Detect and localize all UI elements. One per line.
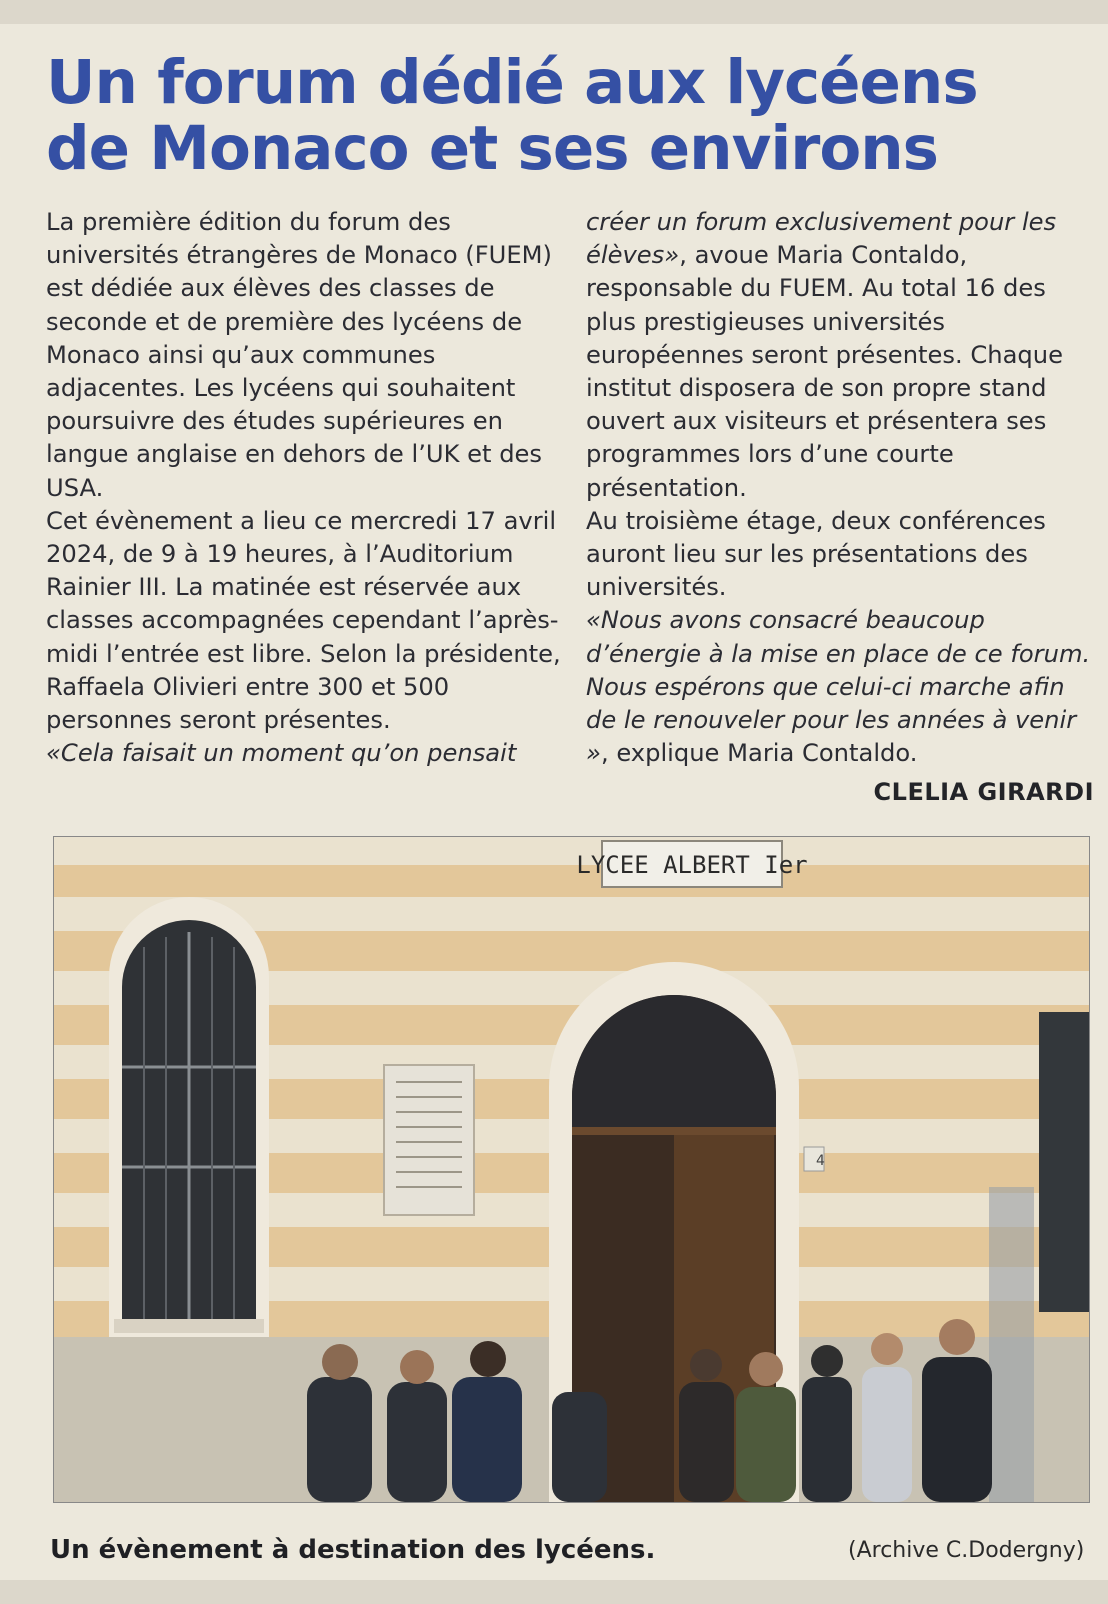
photo-caption: Un évènement à destination des lycéens.: [50, 1535, 656, 1565]
right-text-3: , explique Maria Contaldo.: [600, 739, 918, 768]
right-paragraph-3: [586, 604, 1096, 770]
right-paragraph-2: Au troisième étage, deux conférences auront lieu sur les présentations des universités.: [586, 506, 1046, 602]
school-facade-illustration: [54, 837, 1089, 1502]
headline: Un forum dédié aux lycéens de Monaco et ses environs: [46, 47, 978, 184]
page-bottom-edge: [0, 1580, 1108, 1604]
left-paragraph-3: «Cela faisait un moment qu’on pensait: [46, 739, 517, 768]
lycee-sign: LYCEE ALBERT Ier: [576, 851, 808, 879]
byline: CLELIA GIRARDI: [873, 778, 1094, 806]
left-column: [46, 206, 561, 770]
door-number: 4: [816, 1153, 825, 1169]
right-paragraph-1: [586, 206, 1096, 505]
right-text-1: , avoue Maria Contaldo, responsable du FUEM. Au total 16 des plus prestigieuses universités européennes seront présentes. Chaque institut disposera de son propre stand ouvert aux visiteurs et présentera ses programmes lors d’une courte présentation.: [586, 241, 1063, 502]
page-top-edge: [0, 0, 1108, 24]
right-column: [586, 206, 1096, 770]
left-paragraph-2: Cet évènement a lieu ce mercredi 17 avril 2024, de 9 à 19 heures, à l’Auditorium Rainier III. La matinée est réservée aux classes accompagnées cependant l’après-midi l’entrée est libre. Selon la présidente, Raffaela Olivieri entre 300 et 500 personnes seront présentes.: [46, 506, 561, 735]
quote-fragment-1: créer un forum exclusivement pour les élèves»: [586, 208, 1057, 270]
article-body: [46, 206, 1096, 806]
article-photo: [53, 836, 1090, 1503]
photo-credit: (Archive C.Dodergny): [848, 1538, 1085, 1563]
quote-fragment-2: «Nous avons consacré beaucoup d’énergie à la mise en place de ce forum. Nous espérons que celui-ci marche afin de le renouveler pour les années à venir »: [586, 606, 1091, 768]
left-paragraph-1: La première édition du forum des universités étrangères de Monaco (FUEM) est dédiée aux élèves des classes de seconde et de première des lycéens de Monaco ainsi qu’aux communes adjacentes. Les lycéens qui souhaitent poursuivre des études supérieures en langue anglaise en dehors de l’UK et des USA.: [46, 208, 552, 502]
